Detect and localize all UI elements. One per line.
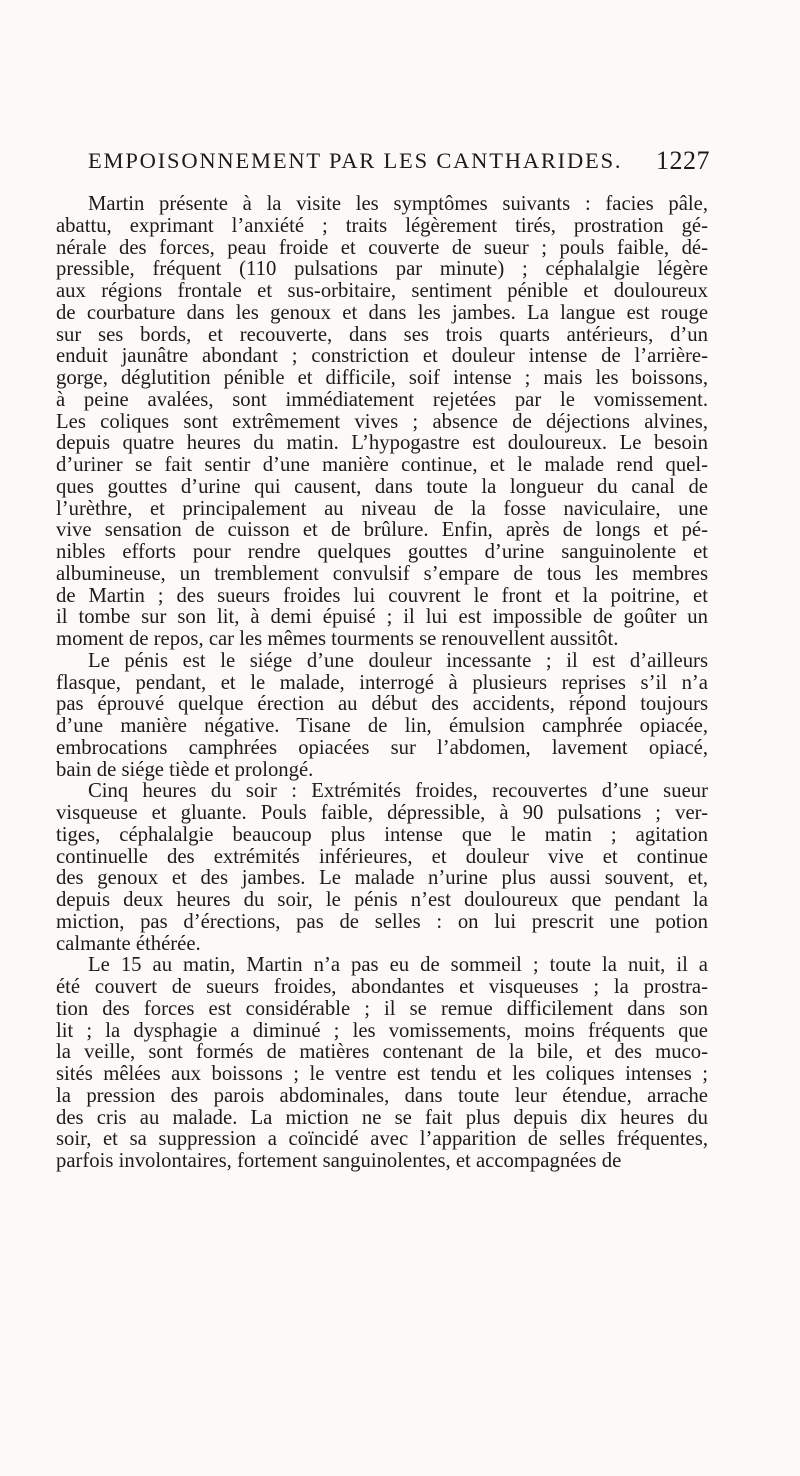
text-line: pressible, fréquent (110 pulsations par minute) ; céphalalgie légère xyxy=(56,258,708,281)
text-line: Les coliques sont extrêmement vives ; absence de déjections alvines, xyxy=(56,410,708,433)
text-line: parfois involontaires, fortement sanguinolentes, et accompagnées de xyxy=(56,1150,622,1172)
text-line: il tombe sur son lit, à demi épuisé ; il lui est impossible de goûter un xyxy=(56,606,708,629)
text-line: des cris au malade. La miction ne se fait plus depuis dix heures du xyxy=(56,1106,708,1129)
text-line: soir, et sa suppression a coïncidé avec l’apparition de selles fréquentes, xyxy=(56,1128,708,1151)
text-line: la veille, sont formés de matières contenant de la bile, et des muco- xyxy=(56,1041,708,1064)
text-line: pas éprouvé quelque érection au début des accidents, répond toujours xyxy=(56,693,708,716)
text-line: d’uriner se fait sentir d’une manière continue, et le malade rend quel- xyxy=(56,454,708,476)
text-line: Le pénis est le siége d’une douleur incessante ; il est d’ailleurs xyxy=(88,649,708,672)
text-line: aux régions frontale et sus-orbitaire, sentiment pénible et douloureux xyxy=(56,280,708,302)
text-line: Cinq heures du soir : Extrémités froides, recouvertes d’une sueur xyxy=(88,780,708,803)
text-line: d’une manière négative. Tisane de lin, émulsion camphrée opiacée, xyxy=(56,715,708,737)
paragraph xyxy=(56,781,708,955)
paragraph xyxy=(56,194,708,651)
text-line: bain de siége tiède et prolongé. xyxy=(56,758,314,781)
text-line: Martin présente à la visite les symptômes suivants : facies pâle, xyxy=(88,193,708,215)
text-line: l’urèthre, et principalement au niveau de la fosse naviculaire, une xyxy=(56,497,708,520)
text-line: abattu, exprimant l’anxiété ; traits légèrement tirés, prostration gé- xyxy=(56,214,708,237)
text-line: été couvert de sueurs froides, abondantes et visqueuses ; la prostra- xyxy=(56,976,708,998)
text-line: continuelle des extrémités inférieures, et douleur vive et continue xyxy=(56,845,708,868)
text-line: albumineuse, un tremblement convulsif s’empare de tous les membres xyxy=(56,562,708,585)
text-line: embrocations camphrées opiacées sur l’abdomen, lavement opiacé, xyxy=(56,736,708,759)
text-line: enduit jaunâtre abondant ; constriction et douleur intense de l’arrière- xyxy=(56,345,708,368)
text-line: depuis quatre heures du matin. L’hypogastre est douloureux. Le besoin xyxy=(56,432,708,455)
text-line: vive sensation de cuisson et de brûlure. Enfin, après de longs et pé- xyxy=(56,519,708,542)
text-line: des genoux et des jambes. Le malade n’urine plus aussi souvent, et, xyxy=(56,867,708,890)
text-line: flasque, pendant, et le malade, interrogé à plusieurs reprises s’il n’a xyxy=(56,671,708,694)
text-line: depuis deux heures du soir, le pénis n’est douloureux que pendant la xyxy=(56,889,708,911)
page-header xyxy=(56,148,710,182)
text-line: lit ; la dysphagie a diminué ; les vomissements, moins fréquents que xyxy=(56,1019,708,1042)
text-line: moment de repos, car les mêmes tourments se renouvellent aussitôt. xyxy=(56,628,619,650)
text-line: de Martin ; des sueurs froides lui couvrent le front et la poitrine, et xyxy=(56,584,708,607)
text-line: sur ses bords, et recouverte, dans ses trois quarts antérieurs, d’un xyxy=(56,323,708,346)
paragraph xyxy=(56,955,708,1173)
text-line: la pression des parois abdominales, dans toute leur étendue, arrache xyxy=(56,1084,708,1107)
text-line: à peine avalées, sont immédiatement rejetées par le vomissement. xyxy=(56,388,708,411)
text-line: Le 15 au matin, Martin n’a pas eu de sommeil ; toute la nuit, il a xyxy=(88,954,708,977)
text-line: visqueuse et gluante. Pouls faible, dépressible, à 90 pulsations ; ver- xyxy=(56,802,708,824)
text-line: ques gouttes d’urine qui causent, dans toute la longueur du canal de xyxy=(56,475,708,498)
text-line: de courbature dans les genoux et dans les jambes. La langue est rouge xyxy=(56,301,708,324)
text-line: nérale des forces, peau froide et couverte de sueur ; pouls faible, dé- xyxy=(56,236,708,259)
body-text xyxy=(56,194,708,1173)
text-line: gorge, déglutition pénible et difficile, soif intense ; mais les boissons, xyxy=(56,367,708,389)
text-line: miction, pas d’érections, pas de selles : on lui prescrit une potion xyxy=(56,910,708,933)
paragraph xyxy=(56,651,708,782)
text-line: tiges, céphalalgie beaucoup plus intense que le matin ; agitation xyxy=(56,823,708,846)
text-line: sités mêlées aux boissons ; le ventre est tendu et les coliques intenses ; xyxy=(56,1063,708,1085)
page-number: 1227 xyxy=(656,146,710,175)
text-line: tion des forces est considérable ; il se remue difficilement dans son xyxy=(56,997,708,1020)
text-line: nibles efforts pour rendre quelques gouttes d’urine sanguinolente et xyxy=(56,541,708,563)
running-title: EMPOISONNEMENT PAR LES CANTHARIDES. xyxy=(88,148,623,173)
text-line: calmante éthérée. xyxy=(56,932,201,955)
